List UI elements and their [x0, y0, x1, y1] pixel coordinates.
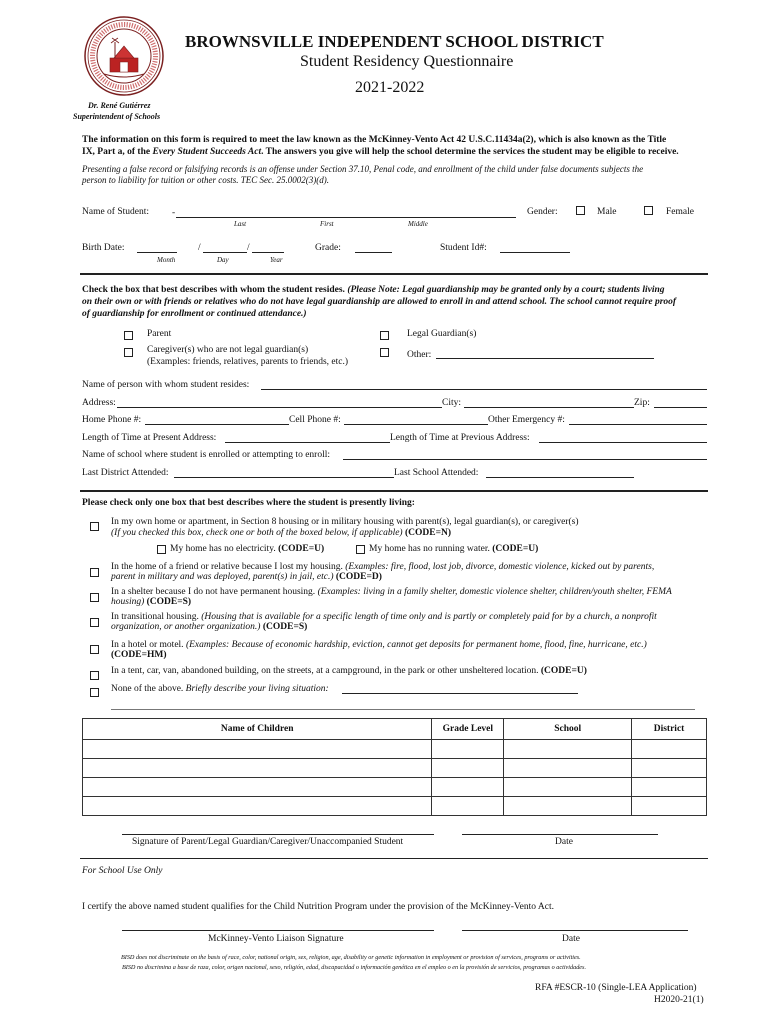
gender-male-label: Male — [597, 207, 617, 217]
district-seal-logo — [84, 16, 164, 96]
school-enrolled-label: Name of school where student is enrolled or attempting to enroll: — [82, 450, 330, 460]
table-cell[interactable] — [632, 759, 707, 778]
revision-code: H2020-21(1) — [654, 995, 704, 1005]
table-cell[interactable] — [83, 740, 432, 759]
liaison-date-label: Date — [562, 934, 580, 944]
table-cell[interactable] — [432, 740, 504, 759]
living-shelter-checkbox[interactable] — [90, 593, 99, 602]
form-code: RFA #ESCR-10 (Single-LEA Application) — [535, 983, 697, 993]
parent-date-field[interactable] — [462, 834, 658, 835]
date-slash-2: / — [247, 243, 250, 253]
home-phone-label: Home Phone #: — [82, 415, 142, 425]
parent-date-label: Date — [555, 837, 573, 847]
col-district: District — [632, 719, 707, 740]
children-table — [82, 718, 707, 816]
col-school: School — [504, 719, 632, 740]
table-row — [83, 778, 707, 797]
no-running-water-checkbox[interactable] — [356, 545, 365, 554]
gender-label: Gender: — [527, 207, 558, 217]
living-description-field-2[interactable] — [111, 709, 695, 710]
table-cell[interactable] — [432, 759, 504, 778]
table-row — [83, 740, 707, 759]
last-label: Last — [234, 220, 247, 228]
resides-instructions-3: of guardianship for enrollment or continued attendance.) — [82, 309, 307, 319]
living-unsheltered-checkbox[interactable] — [90, 671, 99, 680]
living-doubled-up-label: In the home of a friend or relative because I lost my housing. (Examples: fire, flood, lost job, divorce, domestic violence, kicked out by parents, — [111, 562, 655, 572]
living-description-field[interactable] — [342, 693, 578, 694]
parent-signature-field[interactable] — [122, 834, 434, 835]
liaison-date-field[interactable] — [462, 930, 688, 931]
other-resides-field[interactable] — [436, 358, 654, 359]
living-transitional-checkbox[interactable] — [90, 618, 99, 627]
table-cell[interactable] — [504, 740, 632, 759]
form-year: 2021-2022 — [355, 79, 425, 96]
other-emergency-field[interactable] — [569, 424, 707, 425]
student-id-field[interactable] — [500, 252, 570, 253]
length-present-label: Length of Time at Present Address: — [82, 433, 217, 443]
living-transitional-label: In transitional housing. (Housing that is available for a specific length of time only and is partly or completely paid for by a church, a nonprofit — [111, 612, 657, 622]
parent-checkbox[interactable] — [124, 331, 133, 340]
caregiver-checkbox[interactable] — [124, 348, 133, 357]
table-cell[interactable] — [432, 778, 504, 797]
birth-month-field[interactable] — [137, 252, 177, 253]
gender-male-checkbox[interactable] — [576, 206, 585, 215]
length-previous-field[interactable] — [539, 442, 707, 443]
city-field[interactable] — [464, 407, 634, 408]
last-district-field[interactable] — [174, 477, 394, 478]
middle-label: Middle — [408, 220, 428, 228]
table-row — [83, 797, 707, 816]
table-cell[interactable] — [632, 797, 707, 816]
school-enrolled-field[interactable] — [343, 459, 707, 460]
no-electricity-checkbox[interactable] — [157, 545, 166, 554]
form-title: Student Residency Questionnaire — [300, 53, 514, 70]
birth-year-field[interactable] — [252, 252, 284, 253]
table-cell[interactable] — [83, 759, 432, 778]
school-use-label: For School Use Only — [82, 866, 163, 876]
last-school-label: Last School Attended: — [394, 468, 479, 478]
nondiscrimination-es: BISD no discrimina a base de raza, color, origen nacional, sexo, religión, edad, discapacidad o información genética en el empleo o en la provisión de servicios, programas o actividades. — [122, 964, 586, 971]
superintendent-title: Superintendent of Schools — [73, 112, 161, 121]
table-cell[interactable] — [83, 797, 432, 816]
table-cell[interactable] — [632, 740, 707, 759]
table-cell[interactable] — [632, 778, 707, 797]
caregiver-label: Caregiver(s) who are not legal guardian(s) — [147, 345, 309, 355]
gender-female-label: Female — [666, 207, 694, 217]
address-label: Address: — [82, 398, 116, 408]
student-name-label: Name of Student: — [82, 207, 150, 217]
length-present-field[interactable] — [225, 442, 390, 443]
last-district-label: Last District Attended: — [82, 468, 169, 478]
living-own-home-note: (If you checked this box, check one or both of the boxed below, if applicable) (CODE=N) — [111, 528, 452, 538]
divider — [80, 858, 708, 859]
parent-signature-label: Signature of Parent/Legal Guardian/Caregiver/Unaccompanied Student — [132, 837, 404, 847]
table-cell[interactable] — [504, 778, 632, 797]
district-name: BROWNSVILLE INDEPENDENT SCHOOL DISTRICT — [185, 32, 604, 51]
false-record-notice-2: person to liability for tuition or other costs. TEC Sec. 25.0002(3)(d). — [82, 175, 329, 185]
table-cell[interactable] — [83, 778, 432, 797]
superintendent-name: Dr. René Gutiérrez — [88, 101, 151, 110]
caregiver-examples: (Examples: friends, relatives, parents to friends, etc.) — [147, 357, 349, 367]
living-unsheltered-label: In a tent, car, van, abandoned building, on the streets, at a campground, in the park or other unsheltered location. (CODE=U) — [111, 666, 587, 676]
liaison-signature-label: McKinney-Vento Liaison Signature — [208, 934, 344, 944]
resides-instructions-1: Check the box that best describes with whom the student resides. (Please Note: Legal guardianship may be granted only by a court; students living — [82, 285, 665, 295]
legal-guardian-checkbox[interactable] — [380, 331, 389, 340]
person-resides-label: Name of person with whom student resides: — [82, 380, 250, 390]
table-cell[interactable] — [432, 797, 504, 816]
living-hotel-checkbox[interactable] — [90, 645, 99, 654]
gender-female-checkbox[interactable] — [644, 206, 653, 215]
living-own-home-checkbox[interactable] — [90, 522, 99, 531]
cell-phone-field[interactable] — [344, 424, 488, 425]
living-none-checkbox[interactable] — [90, 688, 99, 697]
no-electricity-label: My home has no electricity. (CODE=U) — [170, 544, 325, 554]
living-doubled-up-checkbox[interactable] — [90, 568, 99, 577]
living-instructions: Please check only one box that best describes where the student is presently living: — [82, 498, 415, 508]
zip-field[interactable] — [654, 407, 707, 408]
col-name-of-children: Name of Children — [83, 719, 432, 740]
certify-statement: I certify the above named student qualifies for the Child Nutrition Program under the provision of the McKinney-Vento Act. — [82, 902, 554, 912]
last-school-field[interactable] — [486, 477, 634, 478]
student-name-field[interactable] — [176, 217, 516, 218]
liaison-signature-field[interactable] — [122, 930, 434, 931]
intro-line-2: IX, Part a, of the Every Student Succeeds Act. The answers you give will help the school determine the services the student may be eligible to receive. — [82, 147, 679, 157]
legal-guardian-label: Legal Guardian(s) — [407, 329, 477, 339]
living-shelter-note: housing) (CODE=S) — [111, 597, 192, 607]
divider — [80, 273, 708, 275]
day-label: Day — [217, 256, 229, 264]
living-hotel-label: In a hotel or motel. (Examples: Because of economic hardship, eviction, cannot get deposits for permanent home, flood, fine, hurricane, etc.) — [111, 640, 647, 650]
false-record-notice-1: Presenting a false record or falsifying records is an offense under Section 37.10, Penal code, and enrollment of the child under false documents subjects the — [82, 164, 644, 174]
address-field[interactable] — [117, 407, 442, 408]
zip-label: Zip: — [634, 398, 650, 408]
table-cell[interactable] — [504, 759, 632, 778]
divider — [80, 490, 708, 492]
living-shelter-label: In a shelter because I do not have permanent housing. (Examples: living in a family shelter, domestic violence shelter, children/youth shelter, FEMA — [111, 587, 672, 597]
living-none-label: None of the above. Briefly describe your living situation: — [111, 684, 329, 694]
grade-field[interactable] — [355, 252, 392, 253]
name-dash: - — [172, 208, 176, 218]
resides-instructions-2: on their own or with friends or relatives who do not have legal guardianship are allowed to enroll in and attend school. The school cannot require proof — [82, 297, 677, 307]
year-label: Year — [270, 256, 283, 264]
living-transitional-note: organization, or another organization.) (CODE=S) — [111, 622, 308, 632]
person-resides-field[interactable] — [261, 389, 707, 390]
other-resides-label: Other: — [407, 350, 432, 360]
table-row — [83, 759, 707, 778]
length-previous-label: Length of Time at Previous Address: — [390, 433, 530, 443]
living-hotel-code: (CODE=HM) — [111, 650, 167, 660]
nondiscrimination-en: BISD does not discriminate on the basis of race, color, national origin, sex, religion, age, disability or genetic information in employment or provision of services, programs or activities. — [121, 954, 581, 961]
col-grade-level: Grade Level — [432, 719, 504, 740]
first-label: First — [320, 220, 334, 228]
table-cell[interactable] — [504, 797, 632, 816]
city-label: City: — [442, 398, 462, 408]
birth-day-field[interactable] — [203, 252, 247, 253]
living-doubled-up-note: parent in military and was deployed, parent(s) in jail, etc.) (CODE=D) — [111, 572, 382, 582]
no-running-water-label: My home has no running water. (CODE=U) — [369, 544, 539, 554]
grade-label: Grade: — [315, 243, 341, 253]
home-phone-field[interactable] — [145, 424, 289, 425]
birth-date-label: Birth Date: — [82, 243, 125, 253]
children-table-header — [83, 719, 707, 740]
cell-phone-label: Cell Phone #: — [289, 415, 341, 425]
date-slash-1: / — [198, 243, 201, 253]
other-emergency-label: Other Emergency #: — [488, 415, 565, 425]
other-resides-checkbox[interactable] — [380, 348, 389, 357]
month-label: Month — [157, 256, 176, 264]
intro-line-1: The information on this form is required to meet the law known as the McKinney-Vento Act 42 U.S.C.11434a(2), which is also known as the Title — [82, 135, 667, 145]
parent-label: Parent — [147, 329, 172, 339]
living-own-home-label: In my own home or apartment, in Section 8 housing or in military housing with parent(s), legal guardian(s), or caregiver(s) — [111, 517, 579, 527]
student-id-label: Student Id#: — [440, 243, 487, 253]
